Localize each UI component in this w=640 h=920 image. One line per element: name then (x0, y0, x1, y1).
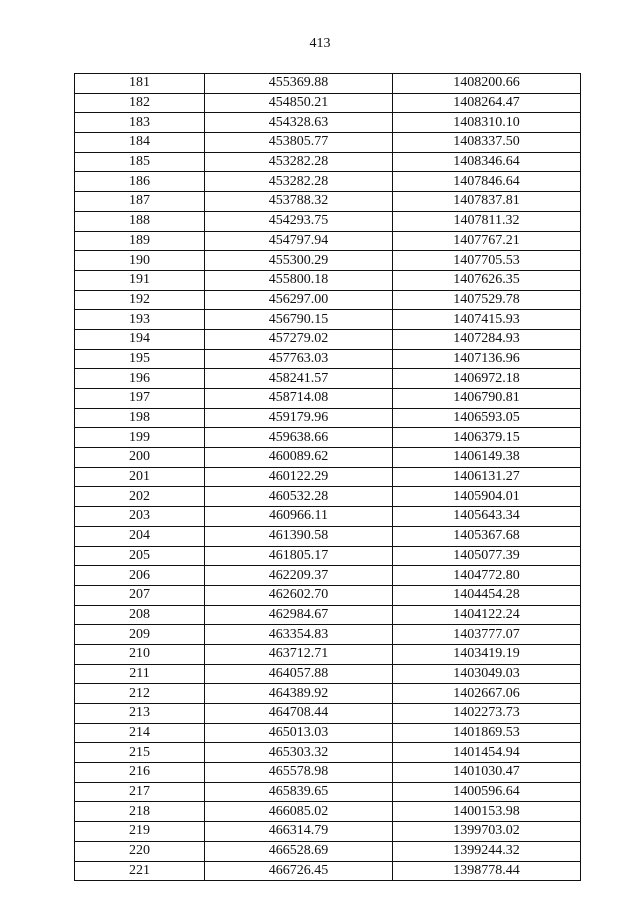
x-coordinate-cell: 465839.65 (205, 782, 393, 802)
y-coordinate-cell: 1408346.64 (393, 152, 581, 172)
table-row (75, 802, 581, 822)
table-row (75, 74, 581, 94)
y-coordinate-cell: 1405904.01 (393, 487, 581, 507)
y-coordinate-cell: 1407811.32 (393, 211, 581, 231)
point-number-cell: 188 (75, 211, 205, 231)
table-row (75, 861, 581, 881)
x-coordinate-cell: 463354.83 (205, 625, 393, 645)
y-coordinate-cell: 1405077.39 (393, 546, 581, 566)
coordinate-table (74, 73, 581, 881)
point-number-cell: 212 (75, 684, 205, 704)
y-coordinate-cell: 1400596.64 (393, 782, 581, 802)
table-row (75, 448, 581, 468)
table-row (75, 684, 581, 704)
table-row (75, 152, 581, 172)
point-number-cell: 187 (75, 192, 205, 212)
point-number-cell: 195 (75, 349, 205, 369)
table-row (75, 664, 581, 684)
table-row (75, 763, 581, 783)
x-coordinate-cell: 455369.88 (205, 74, 393, 94)
x-coordinate-cell: 466726.45 (205, 861, 393, 881)
x-coordinate-cell: 453282.28 (205, 152, 393, 172)
table-row (75, 231, 581, 251)
page-number: 413 (309, 36, 331, 51)
point-number-cell: 199 (75, 428, 205, 448)
y-coordinate-cell: 1408310.10 (393, 113, 581, 133)
point-number-cell: 216 (75, 763, 205, 783)
y-coordinate-cell: 1405643.34 (393, 507, 581, 527)
coordinate-table-body (75, 74, 581, 881)
y-coordinate-cell: 1398778.44 (393, 861, 581, 881)
point-number-cell: 189 (75, 231, 205, 251)
table-row (75, 585, 581, 605)
point-number-cell: 200 (75, 448, 205, 468)
point-number-cell: 197 (75, 389, 205, 409)
y-coordinate-cell: 1407626.35 (393, 270, 581, 290)
y-coordinate-cell: 1408337.50 (393, 133, 581, 153)
x-coordinate-cell: 465303.32 (205, 743, 393, 763)
y-coordinate-cell: 1408264.47 (393, 93, 581, 113)
point-number-cell: 193 (75, 310, 205, 330)
x-coordinate-cell: 454293.75 (205, 211, 393, 231)
x-coordinate-cell: 456297.00 (205, 290, 393, 310)
point-number-cell: 181 (75, 74, 205, 94)
point-number-cell: 191 (75, 270, 205, 290)
x-coordinate-cell: 454797.94 (205, 231, 393, 251)
point-number-cell: 182 (75, 93, 205, 113)
point-number-cell: 207 (75, 585, 205, 605)
point-number-cell: 217 (75, 782, 205, 802)
table-row (75, 310, 581, 330)
point-number-cell: 206 (75, 566, 205, 586)
table-row (75, 566, 581, 586)
point-number-cell: 202 (75, 487, 205, 507)
x-coordinate-cell: 462984.67 (205, 605, 393, 625)
table-row (75, 270, 581, 290)
table-row (75, 704, 581, 724)
point-number-cell: 209 (75, 625, 205, 645)
y-coordinate-cell: 1401454.94 (393, 743, 581, 763)
y-coordinate-cell: 1408200.66 (393, 74, 581, 94)
y-coordinate-cell: 1407705.53 (393, 251, 581, 271)
point-number-cell: 215 (75, 743, 205, 763)
y-coordinate-cell: 1402273.73 (393, 704, 581, 724)
point-number-cell: 190 (75, 251, 205, 271)
table-row (75, 408, 581, 428)
y-coordinate-cell: 1404122.24 (393, 605, 581, 625)
table-row (75, 93, 581, 113)
table-row (75, 782, 581, 802)
y-coordinate-cell: 1407284.93 (393, 329, 581, 349)
x-coordinate-cell: 466085.02 (205, 802, 393, 822)
y-coordinate-cell: 1406790.81 (393, 389, 581, 409)
x-coordinate-cell: 456790.15 (205, 310, 393, 330)
x-coordinate-cell: 453282.28 (205, 172, 393, 192)
y-coordinate-cell: 1401030.47 (393, 763, 581, 783)
point-number-cell: 194 (75, 329, 205, 349)
table-row (75, 546, 581, 566)
table-row (75, 329, 581, 349)
x-coordinate-cell: 464057.88 (205, 664, 393, 684)
point-number-cell: 184 (75, 133, 205, 153)
x-coordinate-cell: 462209.37 (205, 566, 393, 586)
y-coordinate-cell: 1400153.98 (393, 802, 581, 822)
point-number-cell: 204 (75, 526, 205, 546)
point-number-cell: 219 (75, 822, 205, 842)
y-coordinate-cell: 1404772.80 (393, 566, 581, 586)
x-coordinate-cell: 455800.18 (205, 270, 393, 290)
y-coordinate-cell: 1406379.15 (393, 428, 581, 448)
x-coordinate-cell: 453788.32 (205, 192, 393, 212)
table-row (75, 625, 581, 645)
point-number-cell: 214 (75, 723, 205, 743)
x-coordinate-cell: 464389.92 (205, 684, 393, 704)
y-coordinate-cell: 1399703.02 (393, 822, 581, 842)
y-coordinate-cell: 1406149.38 (393, 448, 581, 468)
y-coordinate-cell: 1407136.96 (393, 349, 581, 369)
table-row (75, 428, 581, 448)
table-row (75, 605, 581, 625)
table-row (75, 644, 581, 664)
y-coordinate-cell: 1401869.53 (393, 723, 581, 743)
x-coordinate-cell: 457763.03 (205, 349, 393, 369)
point-number-cell: 221 (75, 861, 205, 881)
y-coordinate-cell: 1405367.68 (393, 526, 581, 546)
x-coordinate-cell: 466528.69 (205, 841, 393, 861)
table-row (75, 369, 581, 389)
y-coordinate-cell: 1403419.19 (393, 644, 581, 664)
x-coordinate-cell: 455300.29 (205, 251, 393, 271)
x-coordinate-cell: 465013.03 (205, 723, 393, 743)
table-row (75, 290, 581, 310)
y-coordinate-cell: 1407529.78 (393, 290, 581, 310)
table-row (75, 349, 581, 369)
table-row (75, 507, 581, 527)
table-row (75, 487, 581, 507)
table-row (75, 251, 581, 271)
y-coordinate-cell: 1402667.06 (393, 684, 581, 704)
point-number-cell: 211 (75, 664, 205, 684)
x-coordinate-cell: 466314.79 (205, 822, 393, 842)
x-coordinate-cell: 461390.58 (205, 526, 393, 546)
y-coordinate-cell: 1406972.18 (393, 369, 581, 389)
table-row (75, 211, 581, 231)
point-number-cell: 205 (75, 546, 205, 566)
table-row (75, 723, 581, 743)
point-number-cell: 203 (75, 507, 205, 527)
point-number-cell: 198 (75, 408, 205, 428)
point-number-cell: 185 (75, 152, 205, 172)
y-coordinate-cell: 1399244.32 (393, 841, 581, 861)
point-number-cell: 218 (75, 802, 205, 822)
x-coordinate-cell: 461805.17 (205, 546, 393, 566)
table-row (75, 389, 581, 409)
x-coordinate-cell: 460532.28 (205, 487, 393, 507)
point-number-cell: 213 (75, 704, 205, 724)
point-number-cell: 192 (75, 290, 205, 310)
x-coordinate-cell: 459179.96 (205, 408, 393, 428)
x-coordinate-cell: 454850.21 (205, 93, 393, 113)
x-coordinate-cell: 458714.08 (205, 389, 393, 409)
table-row (75, 822, 581, 842)
point-number-cell: 201 (75, 467, 205, 487)
point-number-cell: 210 (75, 644, 205, 664)
table-row (75, 841, 581, 861)
table-row (75, 133, 581, 153)
table-row (75, 743, 581, 763)
table-row (75, 526, 581, 546)
y-coordinate-cell: 1407837.81 (393, 192, 581, 212)
y-coordinate-cell: 1403777.07 (393, 625, 581, 645)
x-coordinate-cell: 458241.57 (205, 369, 393, 389)
point-number-cell: 183 (75, 113, 205, 133)
table-row (75, 467, 581, 487)
x-coordinate-cell: 460122.29 (205, 467, 393, 487)
table-row (75, 113, 581, 133)
x-coordinate-cell: 463712.71 (205, 644, 393, 664)
y-coordinate-cell: 1407767.21 (393, 231, 581, 251)
x-coordinate-cell: 464708.44 (205, 704, 393, 724)
y-coordinate-cell: 1403049.03 (393, 664, 581, 684)
point-number-cell: 196 (75, 369, 205, 389)
x-coordinate-cell: 457279.02 (205, 329, 393, 349)
point-number-cell: 186 (75, 172, 205, 192)
y-coordinate-cell: 1406131.27 (393, 467, 581, 487)
x-coordinate-cell: 459638.66 (205, 428, 393, 448)
y-coordinate-cell: 1407415.93 (393, 310, 581, 330)
point-number-cell: 220 (75, 841, 205, 861)
x-coordinate-cell: 465578.98 (205, 763, 393, 783)
table-row (75, 172, 581, 192)
x-coordinate-cell: 453805.77 (205, 133, 393, 153)
point-number-cell: 208 (75, 605, 205, 625)
y-coordinate-cell: 1404454.28 (393, 585, 581, 605)
x-coordinate-cell: 460089.62 (205, 448, 393, 468)
y-coordinate-cell: 1407846.64 (393, 172, 581, 192)
x-coordinate-cell: 462602.70 (205, 585, 393, 605)
table-row (75, 192, 581, 212)
y-coordinate-cell: 1406593.05 (393, 408, 581, 428)
x-coordinate-cell: 460966.11 (205, 507, 393, 527)
x-coordinate-cell: 454328.63 (205, 113, 393, 133)
